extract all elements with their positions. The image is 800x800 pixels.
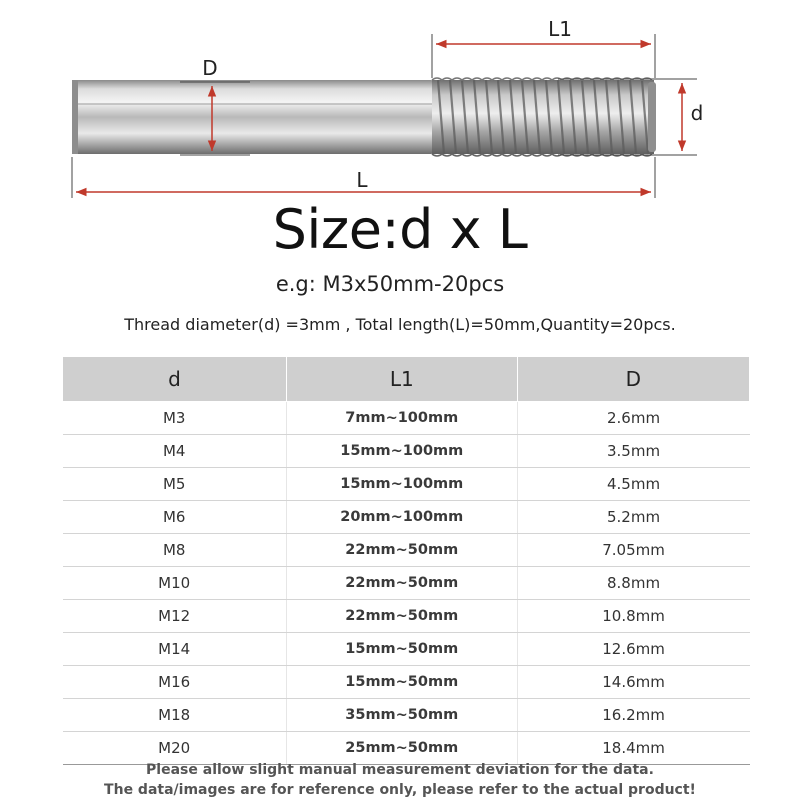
table-row — [63, 666, 750, 699]
bolt-shaft — [72, 80, 434, 154]
cell-shaft-diameter: 18.4mm — [517, 732, 749, 765]
bolt-thread — [432, 78, 656, 156]
disclaimer-line-2: The data/images are for reference only, please refer to the actual product! — [104, 782, 696, 798]
cell-thread: M20 — [63, 732, 287, 765]
table-row — [63, 402, 750, 435]
cell-shaft-diameter: 3.5mm — [517, 435, 749, 468]
table-row — [63, 600, 750, 633]
header-D: D — [517, 357, 749, 402]
header-d: d — [63, 357, 287, 402]
label-L1: L1 — [548, 17, 572, 41]
cell-shaft-diameter: 7.05mm — [517, 534, 749, 567]
cell-thread-length: 7mm~100mm — [286, 402, 517, 435]
order-example: e.g: M3x50mm-20pcs — [275, 272, 505, 296]
cell-thread-length: 15mm~50mm — [286, 666, 517, 699]
cell-thread: M14 — [63, 633, 287, 666]
label-L: L — [356, 168, 368, 192]
cell-thread-length: 22mm~50mm — [286, 534, 517, 567]
cell-thread: M10 — [63, 567, 287, 600]
cell-thread-length: 15mm~50mm — [286, 633, 517, 666]
table-row — [63, 534, 750, 567]
disclaimer-line-1: Please allow slight manual measurement deviation for the data. — [146, 762, 654, 778]
cell-shaft-diameter: 16.2mm — [517, 699, 749, 732]
cell-shaft-diameter: 12.6mm — [517, 633, 749, 666]
cell-thread: M4 — [63, 435, 287, 468]
cell-thread: M16 — [63, 666, 287, 699]
cell-thread-length: 15mm~100mm — [286, 468, 517, 501]
cell-thread: M12 — [63, 600, 287, 633]
table-row — [63, 699, 750, 732]
label-d: d — [690, 101, 704, 125]
cell-thread: M6 — [63, 501, 287, 534]
table-row — [63, 567, 750, 600]
cell-thread: M18 — [63, 699, 287, 732]
table-row — [63, 501, 750, 534]
cell-shaft-diameter: 14.6mm — [517, 666, 749, 699]
cell-shaft-diameter: 4.5mm — [517, 468, 749, 501]
table-row — [63, 633, 750, 666]
cell-thread-length: 25mm~50mm — [286, 732, 517, 765]
size-title: Size:d x L — [272, 198, 528, 261]
cell-shaft-diameter: 8.8mm — [517, 567, 749, 600]
disclaimer — [0, 760, 800, 800]
size-spec-table — [62, 356, 750, 765]
cell-thread: M8 — [63, 534, 287, 567]
cell-shaft-diameter: 5.2mm — [517, 501, 749, 534]
cell-thread-length: 35mm~50mm — [286, 699, 517, 732]
table-row — [63, 468, 750, 501]
table-row — [63, 435, 750, 468]
cell-thread: M3 — [63, 402, 287, 435]
cell-thread-length: 22mm~50mm — [286, 600, 517, 633]
cell-shaft-diameter: 2.6mm — [517, 402, 749, 435]
bolt-dimension-diagram — [0, 0, 800, 200]
cell-thread-length: 15mm~100mm — [286, 435, 517, 468]
cell-shaft-diameter: 10.8mm — [517, 600, 749, 633]
cell-thread-length: 20mm~100mm — [286, 501, 517, 534]
cell-thread-length: 22mm~50mm — [286, 567, 517, 600]
header-L1: L1 — [286, 357, 517, 402]
size-description: Thread diameter(d) =3mm , Total length(L)=50mm,Quantity=20pcs. — [124, 315, 676, 334]
label-D: D — [202, 56, 218, 80]
cell-thread: M5 — [63, 468, 287, 501]
table-header-row — [63, 357, 750, 402]
